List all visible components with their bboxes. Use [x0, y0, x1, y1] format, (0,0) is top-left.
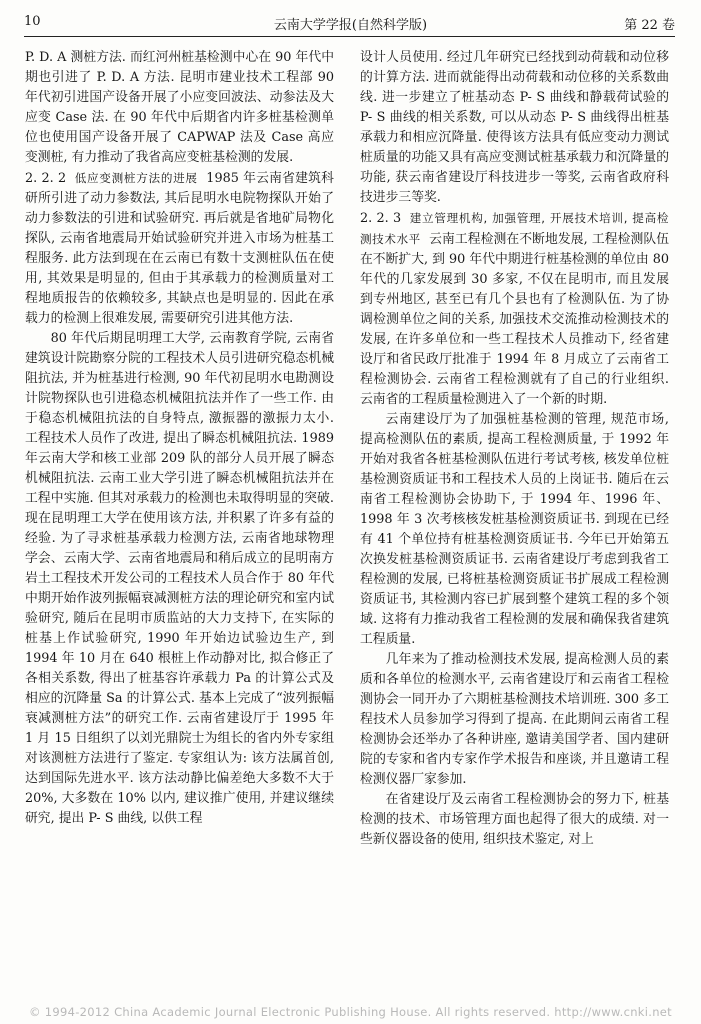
section-title: 建立管理机构, 加强管理, 开展技术培训, 提高检测技术水平: [360, 211, 669, 246]
paragraph: P. D. A 测桩方法. 而红河州桩基检测中心在 90 年代中期也引进了 P. D. A 方法. 昆明市建业技术工程部 90 年代初引进国产设备开展了小应变回波法、动参法及大应变 Case 法. 在 90 年代中后期省内许多桩基检测单位也使用国产设备开展了 CAPWAP 法及 Case 高应变测桩, 有力推动了我省高应变桩基检测的发展.: [25, 50, 334, 165]
section-text: 1985 年云南省建筑科研所引进了动力参数法, 其后昆明水电院物探队开始了动力参数法的引进和试验研究. 再后就是省地矿局物化探队, 云南省地震局开始试验研究并进入市场为桩基工程服务. 此方法到现在在云南已有数十支测桩队伍在使用, 其效果是明显的, 但由于其承载力的检测质量对工程地质报告的依赖较多, 其缺点也是明显的. 因此在承载力的检测上很难发展, 需要研究引进其他方法.: [25, 171, 334, 326]
section-number: 2. 2. 3: [360, 211, 402, 226]
paragraph: 设计人员使用. 经过几年研究已经找到动荷载和动位移的计算方法. 进而就能得出动荷载和动位移的关系数曲线. 进一步建立了桩基动态 P- S 曲线和静载荷试验的 P- S 曲线的相关系数, 可以从动态 P- S 曲线得出桩基承载力和相应沉降量. 使得该方法具有低应变动力测试桩质量的功能又具有高应变测试桩基承载力和沉降量的功能, 获云南省建设厅科技进步一等奖, 云南省政府科技进步三等奖.: [360, 50, 669, 205]
section-2-2-2: [25, 168, 334, 329]
page-header: [0, 0, 701, 40]
section-2-2-3: [360, 208, 669, 410]
volume-label: 第 22 卷: [624, 18, 675, 33]
journal-title: 云南大学学报(自然科学版): [273, 18, 428, 33]
paragraph: 云南建设厅为了加强桩基检测的管理, 规范市场, 提高检测队伍的素质, 提高工程检测质量, 于 1992 年开始对我省各桩基检测队伍进行考试考核, 核发单位桩基检测资质证书和工程技术人员的上岗证书. 随后在云南省工程检测协会协助下, 于 1994 年、1996 年、1998 年 3 次考核核发桩基检测资质证书. 到现在已经有 41 个单位持有桩基检测资质证书. 今年已开始第五次换发桩基检测资质证书. 云南省建设厅考虑到我省工程检测的发展, 已将桩基检测资质证书扩展成工程检测资质证书, 其检测内容已扩展到整个建筑工程的多个领域. 这将有力推动我省工程检测的发展和确保我省建筑工程质量.: [360, 412, 669, 647]
paragraph: 80 年代后期昆明理工大学, 云南教育学院, 云南省建筑设计院勘察分院的工程技术人员引进研究稳态机械阻抗法, 并为桩基进行检测, 90 年代初昆明水电勘测设计院物探队也引进稳态机械阻抗法并作了一些工作. 由于稳态机械阻抗法的自身特点, 激振器的激振力太小. 工程技术人员作了改进, 提出了瞬态机械阻抗法. 1989 年云南大学和核工业部 209 队的部分人员开展了瞬态机械阻抗法. 云南工业大学引进了瞬态机械阻抗法并在工程中实施. 但其对承载力的检测也未取得明显的突破. 现在昆明理工大学在使用该方法, 并积累了许多有益的经验. 为了寻求桩基承载力检测方法, 云南省地球物理学会、云南大学、云南省地震局和稍后成立的昆明南方岩土工程技术开发公司的工程技术人员合作于 80 年代中期开始作波列振幅衰减测桩方法的理论研究和室内试验研究, 随后在昆明市质监站的大力支持下, 在实际的桩基上作试验研究, 1990 年开始边试验边生产, 到 1994 年 10 月在 640 根桩上作动静对比, 拟合修正了各相关系数, 得出了桩基容许承载力 Pa 的计算公式及相应的沉降量 Sa 的计算公式. 基本上完成了“波列振幅衰减测桩方法”的研究工作. 云南省建设厅于 1995 年 1 月 15 日组织了以刘光鼎院士为组长的省内外专家组对该测桩方法进行了鉴定. 专家组认为: 该方法属首创, 达到国际先进水平. 该方法动静比偏差绝大多数不大于 20%, 大多数在 10% 以内, 建议推广使用, 并建议继续研究, 提出 P- S 曲线, 以供工程: [25, 331, 334, 826]
copyright-footer: © 1994-2012 China Academic Journal Electronic Publishing House. All rights reserved. http://www.cnki.net: [29, 1005, 672, 1019]
paragraph: 几年来为了推动检测技术发展, 提高检测人员的素质和各单位的检测水平, 云南省建设厅和云南省工程检测协会一同开办了六期桩基检测技术培训班. 300 多工程技术人员参加学习得到了提高. 在此期间云南省工程检测协会还举办了各种讲座, 邀请美国学者、国内建研院的专家和省内专家作学术报告和座谈, 并且邀请工程检测仪器厂家参加.: [360, 652, 669, 787]
section-text: 云南工程检测在不断地发展, 工程检测队伍在不断扩大, 到 90 年代中期进行桩基检测的单位由 80 年代的几家发展到 30 多家, 不仅在昆明市, 而且发展到专州地区, 甚至已有几个县也有了检测队伍. 为了协调检测单位之间的关系, 加强技术交流推动检测技术的发展, 在许多单位和一些工程技术人员推动下, 经省建设厅和省民政厅批准于 1994 年 8 月成立了云南省工程检测协会. 云南省工程检测就有了自己的行业组织. 云南省的工程质量检测进入了一个新的时期.: [360, 232, 669, 407]
header-rule: [24, 36, 675, 37]
right-column: [360, 48, 669, 1006]
page-number: 10: [24, 14, 41, 29]
section-number: 2. 2. 2: [25, 171, 67, 186]
paragraph: 在省建设厅及云南省工程检测协会的努力下, 桩基检测的技术、市场管理方面也起得了很大的成绩. 对一些新仪器设备的使用, 组织技术鉴定, 对上: [360, 792, 669, 847]
left-column: [25, 48, 334, 1006]
section-title: 低应变测桩方法的进展: [74, 171, 198, 185]
